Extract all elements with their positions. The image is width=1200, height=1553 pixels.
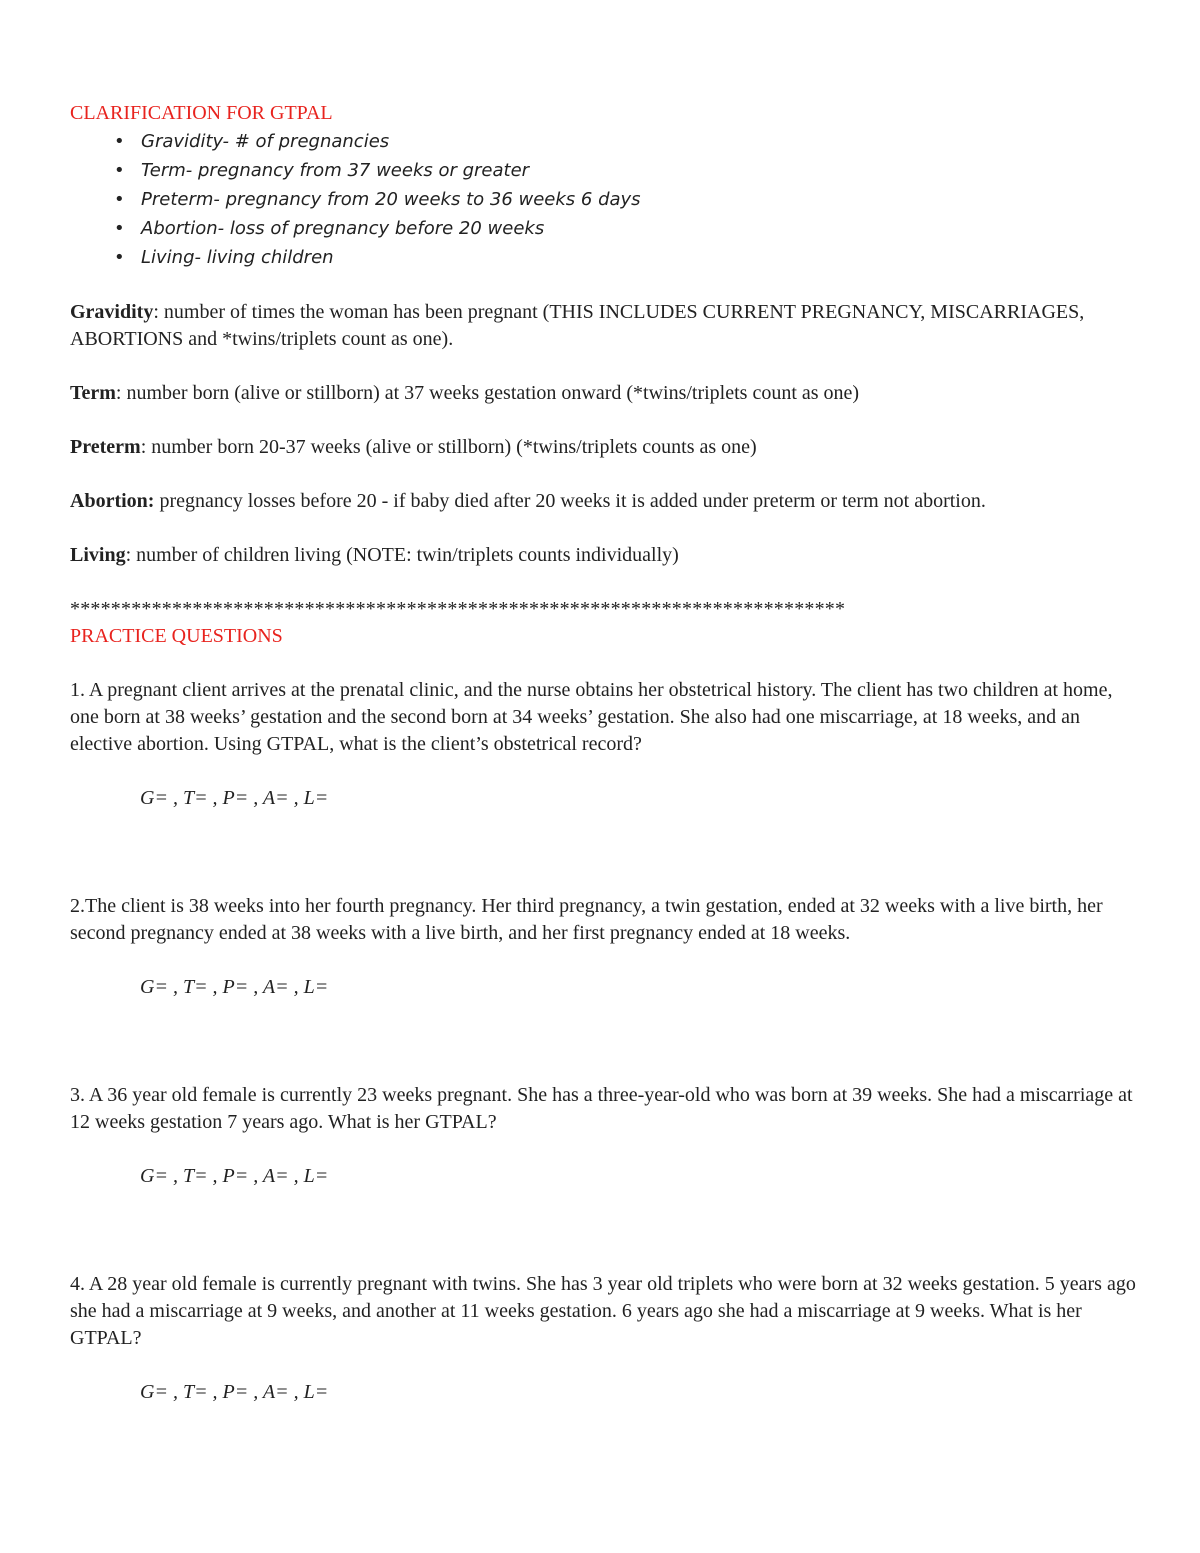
definition-living [70, 542, 1140, 569]
answer-line-2: G= , T= , P= , A= , L= [140, 976, 329, 998]
spacer [70, 272, 1140, 299]
definition-preterm [70, 434, 1140, 461]
bullet-icon: • [114, 247, 125, 268]
list-item-text: Preterm- pregnancy from 20 weeks to 36 weeks 6 days [141, 189, 641, 210]
spacer [70, 515, 1140, 542]
spacer [70, 758, 1140, 785]
answer-line-3: G= , T= , P= , A= , L= [140, 1165, 329, 1187]
question-1: 1. A pregnant client arrives at the prenatal clinic, and the nurse obtains her obstetrical history. The client has two children at home, one born at 38 weeks’ gestation and the second born at 34 weeks’ gestation. She also had one miscarriage, at 18 weeks, and an elective abortion. Using GTPAL, what is the client’s obstetrical record? [70, 679, 1113, 755]
clarification-list [70, 127, 1140, 272]
definition-text: : number born 20-37 weeks (alive or stillborn) (*twins/triplets counts as one) [140, 436, 757, 458]
spacer [70, 407, 1140, 434]
answer-line-4: G= , T= , P= , A= , L= [140, 1381, 329, 1403]
answer-line-1: G= , T= , P= , A= , L= [140, 787, 329, 809]
list-item [70, 214, 1140, 243]
clarification-heading: CLARIFICATION FOR GTPAL [70, 102, 333, 124]
list-item [70, 243, 1140, 272]
spacer [70, 1136, 1140, 1163]
question-2: 2.The client is 38 weeks into her fourth pregnancy. Her third pregnancy, a twin gestation, ended at 32 weeks with a live birth, her second pregnancy ended at 38 weeks with a live birth, and her first pregnancy ended at 18 weeks. [70, 895, 1103, 944]
list-item-text: Gravidity- # of pregnancies [141, 131, 390, 152]
definition-text: : number of children living (NOTE: twin/triplets counts individually) [125, 544, 679, 566]
definition-term: Term [70, 382, 116, 404]
bullet-icon: • [114, 218, 125, 239]
document-page [70, 100, 1140, 1406]
list-item [70, 185, 1140, 214]
spacer [70, 1190, 1140, 1271]
practice-heading: PRACTICE QUESTIONS [70, 625, 283, 647]
list-item [70, 156, 1140, 185]
definition-text: pregnancy losses before 20 - if baby died after 20 weeks it is added under preterm or term not abortion. [154, 490, 986, 512]
definition-abortion [70, 488, 1140, 515]
spacer [70, 1352, 1140, 1379]
bullet-icon: • [114, 160, 125, 181]
definition-text: : number of times the woman has been pregnant (THIS INCLUDES CURRENT PREGNANCY, MISCARRIAGES, ABORTIONS and *twins/triplets count as one). [70, 301, 1085, 350]
question-3: 3. A 36 year old female is currently 23 weeks pregnant. She has a three-year-old who was born at 39 weeks. She had a miscarriage at 12 weeks gestation 7 years ago. What is her GTPAL? [70, 1084, 1133, 1133]
list-item-text: Living- living children [141, 247, 334, 268]
bullet-icon: • [114, 189, 125, 210]
question-4: 4. A 28 year old female is currently pregnant with twins. She has 3 year old triplets who were born at 32 weeks gestation. 5 years ago she had a miscarriage at 9 weeks, and another at 11 weeks gestation. 6 years ago she had a miscarriage at 9 weeks. What is her GTPAL? [70, 1273, 1136, 1349]
spacer [70, 1001, 1140, 1082]
spacer [70, 947, 1140, 974]
spacer [70, 812, 1140, 893]
list-item [70, 127, 1140, 156]
bullet-icon: • [114, 131, 125, 152]
definition-term-weeks [70, 380, 1140, 407]
definition-term: Living [70, 544, 126, 566]
definition-term: Abortion: [70, 490, 155, 512]
list-item-text: Term- pregnancy from 37 weeks or greater [141, 160, 530, 181]
definition-term: Gravidity [70, 301, 154, 323]
spacer [70, 461, 1140, 488]
separator: **************************************************************************** [70, 598, 846, 620]
list-item-text: Abortion- loss of pregnancy before 20 weeks [141, 218, 545, 239]
spacer [70, 569, 1140, 596]
definition-term: Preterm [70, 436, 141, 458]
definition-text: : number born (alive or stillborn) at 37 weeks gestation onward (*twins/triplets count as one) [115, 382, 860, 404]
spacer [70, 353, 1140, 380]
definition-gravidity [70, 299, 1140, 353]
spacer [70, 650, 1140, 677]
